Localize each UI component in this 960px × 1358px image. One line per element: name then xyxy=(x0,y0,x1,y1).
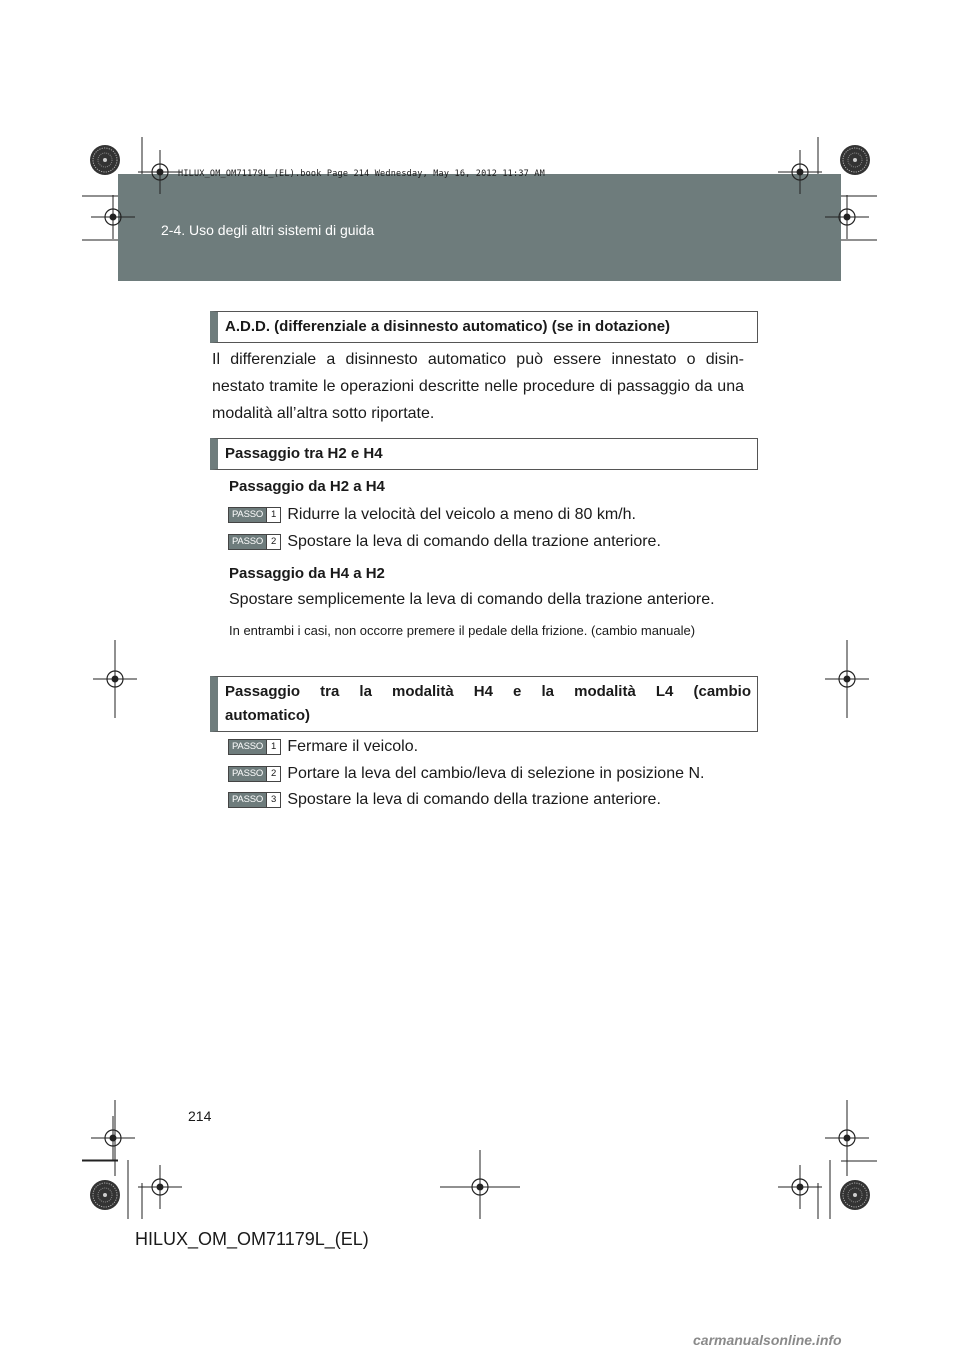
h4-to-h2-text: Spostare semplicemente la leva di comando della trazione anteriore. xyxy=(229,591,715,608)
step-h2-h4-1: PASSO 1 Ridurre la velocità del veicolo a meno di 80 km/h. xyxy=(228,505,636,525)
add-body: Il differenziale a disinnesto automatico può essere innestato o disin-nestato tramite le operazioni descritte nelle procedure di passaggio da una modalità all’altra sotto riportate. xyxy=(212,351,744,422)
page-number: 214 xyxy=(188,1108,212,1124)
step-badge: PASSO 3 xyxy=(228,792,281,808)
step-badge: PASSO 1 xyxy=(228,507,281,523)
h4-l4-heading: Passaggio tra la modalità H4 e la modalità L4 (cambio automatico) xyxy=(210,676,758,732)
doc-id: HILUX_OM_OM71179L_(EL) xyxy=(135,1229,369,1249)
watermark: carmanualsonline.info xyxy=(693,1332,842,1348)
step-h4-l4-1: PASSO 1 Fermare il veicolo. xyxy=(228,737,418,757)
step-h4-l4-2: PASSO 2 Portare la leva del cambio/leva di selezione in posizione N. xyxy=(228,764,704,784)
step-badge: PASSO 2 xyxy=(228,766,281,782)
h4-to-h2-subhead: Passaggio da H4 a H2 xyxy=(229,565,385,582)
file-stamp: HILUX_OM_OM71179L_(EL).book Page 214 Wednesday, May 16, 2012 11:37 AM xyxy=(178,169,545,179)
add-heading: A.D.D. (differenziale a disinnesto automatico) (se in dotazione) xyxy=(210,311,758,343)
step-badge: PASSO 2 xyxy=(228,534,281,550)
h2-h4-heading: Passaggio tra H2 e H4 xyxy=(210,438,758,470)
clutch-note: In entrambi i casi, non occorre premere il pedale della frizione. (cambio manuale) xyxy=(229,623,696,638)
step-h4-l4-3: PASSO 3 Spostare la leva di comando della trazione anteriore. xyxy=(228,790,661,810)
step-h2-h4-2: PASSO 2 Spostare la leva di comando della trazione anteriore. xyxy=(228,532,661,552)
section-title: 2-4. Uso degli altri sistemi di guida xyxy=(161,222,375,238)
h2-to-h4-subhead: Passaggio da H2 a H4 xyxy=(229,478,385,495)
step-badge: PASSO 1 xyxy=(228,739,281,755)
